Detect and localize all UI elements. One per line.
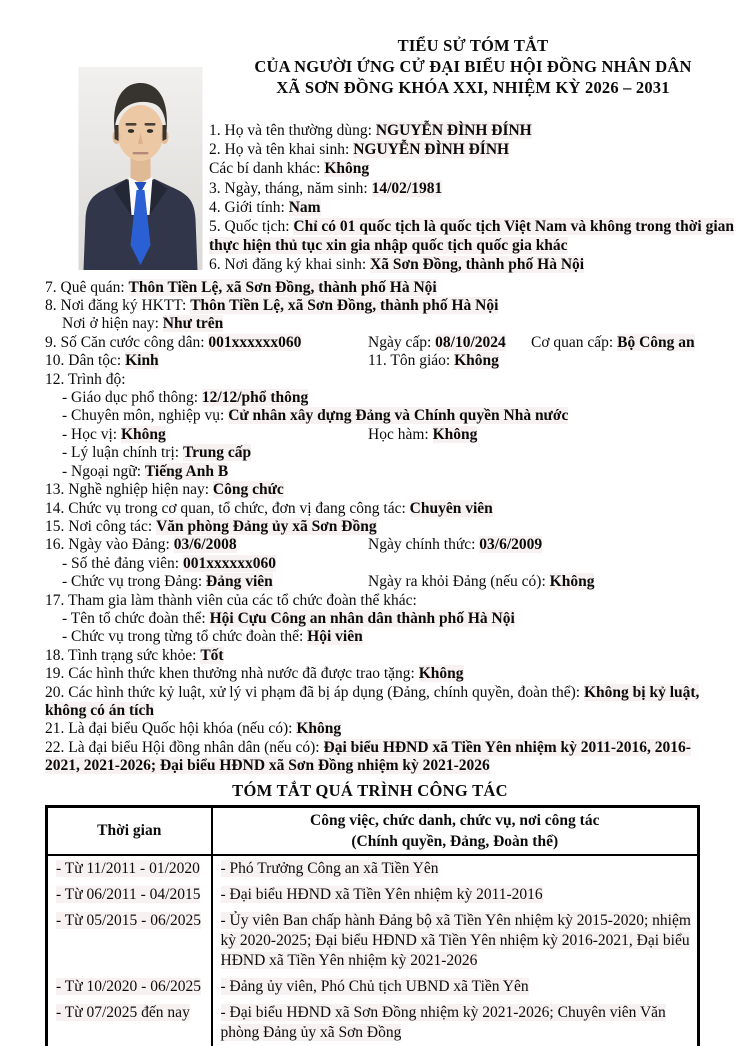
portrait-illustration <box>78 67 203 270</box>
title-line-1: TIỂU SỬ TÓM TẮT <box>397 36 549 55</box>
field-ngay-sinh <box>209 179 737 198</box>
table-header-work-line2: (Chính quyền, Đảng, Đoàn thể) <box>351 832 559 850</box>
field-value: Nam <box>288 198 321 216</box>
field-value: Đảng viên <box>206 573 273 591</box>
intro-fields <box>209 121 737 275</box>
field-label: 4. Giới tính: <box>209 198 289 216</box>
document-title <box>209 35 737 98</box>
field-label: - Ngoại ngữ: <box>62 462 145 480</box>
field-value: Văn phòng Đảng ủy xã Sơn Đồng <box>156 517 377 535</box>
field-value: Thôn Tiền Lệ, xã Sơn Đồng, thành phố Hà Nội <box>128 278 437 296</box>
field-value: Không bị kỷ luật, không có án tích <box>45 683 700 719</box>
field-chuc-vu-doan-the <box>45 628 712 646</box>
field-label: Cơ quan cấp: <box>531 333 618 351</box>
field-value: 08/10/2024 <box>435 333 506 351</box>
field-label: - Giáo dục phổ thông: <box>62 389 202 407</box>
field-co-quan-cap <box>531 334 695 352</box>
field-value: 12/12/phổ thông <box>201 389 309 407</box>
field-chuc-vu-co-quan <box>45 500 712 518</box>
field-bi-danh <box>209 159 737 178</box>
field-label: 2. Họ và tên khai sinh: <box>209 141 354 159</box>
field-ngay-ra-khoi-dang <box>368 573 594 591</box>
cell-work: - Đại biểu HĐND xã Tiền Yên nhiệm kỳ 2011-2016 <box>212 882 699 908</box>
profile-fields <box>0 275 740 776</box>
cell-work: - Phó Trưởng Công an xã Tiền Yên <box>212 855 699 882</box>
table-row <box>47 855 699 882</box>
field-label: 12. Trình độ: <box>45 370 126 388</box>
field-ho-ten-khai-sinh <box>209 140 737 159</box>
cell-time: - Từ 07/2025 đến nay <box>56 1003 190 1021</box>
field-label: Học hàm: <box>368 425 433 443</box>
field-value: 14/02/1981 <box>371 179 443 197</box>
field-dai-bieu-quoc-hoi <box>45 720 712 738</box>
field-value: Tốt <box>200 646 224 664</box>
field-ngoai-ngu <box>45 463 712 481</box>
table-header-time: Thời gian <box>47 806 212 855</box>
field-giao-duc-pho-thong <box>45 389 712 407</box>
field-label: 7. Quê quán: <box>45 278 129 296</box>
field-dan-toc <box>45 352 712 370</box>
field-value: Không <box>454 352 499 370</box>
cell-work: - Ủy viên Ban chấp hành Đảng bộ xã Tiền Yên nhiệm kỳ 2015-2020; nhiệm kỳ 2020-2025; Đại biểu HĐND xã Tiền Yên nhiệm kỳ 2016-2021, Đại biểu HĐND xã Tiền Yên nhiệm kỳ 2021-2026 <box>212 908 699 974</box>
field-value: Xã Sơn Đồng, thành phố Hà Nội <box>370 256 585 274</box>
table-header-work-line1: Công việc, chức danh, chức vụ, nơi công tác <box>310 811 600 829</box>
field-hoc-vi <box>45 426 712 444</box>
field-label: - Số thẻ đảng viên: <box>62 554 183 572</box>
field-label: 10. Dân tộc: <box>45 352 126 370</box>
field-value: 001xxxxxx060 <box>182 554 276 572</box>
field-label: 20. Các hình thức kỷ luật, xử lý vi phạm đã bị áp dụng (Đảng, chính quyền, đoàn thể): <box>45 683 584 701</box>
field-value: 001xxxxxx060 <box>208 333 302 351</box>
field-label: 21. Là đại biểu Quốc hội khóa (nếu có): <box>45 720 297 738</box>
title-line-3: XÃ SƠN ĐỒNG KHÓA XXI, NHIỆM KỲ 2026 – 2031 <box>276 78 670 97</box>
field-chuyen-mon <box>45 407 712 425</box>
field-label: 11. Tôn giáo: <box>368 352 455 370</box>
field-value: Không <box>549 573 595 591</box>
field-chuc-vu-trong-dang <box>45 573 712 591</box>
table-row <box>47 882 699 908</box>
field-value: NGUYỄN ĐÌNH ĐÍNH <box>375 122 532 139</box>
field-gioi-tinh <box>209 198 737 217</box>
table-row <box>47 974 699 1000</box>
field-label: 13. Nghề nghiệp hiện nay: <box>45 481 213 499</box>
field-value: 03/6/2009 <box>479 536 543 554</box>
field-dai-bieu-hdnd <box>45 739 712 776</box>
field-hktt <box>45 297 712 315</box>
table-header-work <box>212 806 699 855</box>
field-value: Chỉ có 01 quốc tịch là quốc tịch Việt Nam và không trong thời gian thực hiện thủ tục xin gia nhập quốc tịch quốc gia khác <box>209 218 734 255</box>
field-label: 15. Nơi công tác: <box>45 517 157 535</box>
field-label: Ngày ra khỏi Đảng (nếu có): <box>368 573 550 591</box>
field-value: Đại biểu HĐND xã Tiền Yên nhiệm kỳ 2011-2016, 2016-2021, 2021-2026; Đại biểu HĐND xã Sơn Đồng nhiệm kỳ 2021-2026 <box>45 738 691 775</box>
field-label: - Học vị: <box>62 425 121 443</box>
field-nghe-nghiep <box>45 481 712 499</box>
field-value: Không <box>324 160 370 178</box>
field-label: 22. Là đại biểu Hội đồng nhân dân (nếu có): <box>45 738 324 756</box>
field-value: Tiếng Anh B <box>144 462 229 480</box>
field-noi-cong-tac <box>45 518 712 536</box>
field-value: Không <box>296 720 342 738</box>
field-trinh-do <box>45 371 712 389</box>
field-khen-thuong <box>45 665 712 683</box>
field-ton-giao <box>368 352 499 370</box>
field-ngay-vao-dang <box>45 536 712 554</box>
field-value: Công chức <box>212 481 284 499</box>
title-line-2: CỦA NGƯỜI ỨNG CỬ ĐẠI BIỂU HỘI ĐỒNG NHÂN DÂN <box>254 57 692 76</box>
cell-time: - Từ 11/2011 - 01/2020 <box>56 859 200 877</box>
field-value: Không <box>418 665 464 683</box>
field-ly-luan-chinh-tri <box>45 444 712 462</box>
cell-time: - Từ 05/2015 - 06/2025 <box>56 911 202 929</box>
cell-work: - Đại biểu HĐND xã Sơn Đồng nhiệm kỳ 2021-2026; Chuyên viên Văn phòng Đảng ủy xã Sơn Đồng <box>212 1000 699 1046</box>
field-noi-o-hien-nay <box>45 315 712 333</box>
field-value: Hội Cựu Công an nhân dân thành phố Hà Nội <box>209 609 515 627</box>
field-label: 14. Chức vụ trong cơ quan, tổ chức, đơn vị đang công tác: <box>45 499 410 517</box>
candidate-photo <box>78 67 203 270</box>
field-value: Không <box>120 425 166 443</box>
field-value: 03/6/2008 <box>173 536 237 554</box>
field-label: 3. Ngày, tháng, năm sinh: <box>209 179 372 197</box>
field-label: 17. Tham gia làm thành viên của các tổ chức đoàn thể khác: <box>45 591 417 609</box>
field-label: 16. Ngày vào Đảng: <box>45 536 174 554</box>
field-noi-khai-sinh <box>209 255 737 274</box>
field-ten-to-chuc <box>45 610 712 628</box>
field-label: 9. Số Căn cước công dân: <box>45 333 209 351</box>
field-label: Ngày cấp: <box>368 333 436 351</box>
field-label: - Tên tổ chức đoàn thể: <box>62 609 210 627</box>
cell-time: - Từ 10/2020 - 06/2025 <box>56 977 202 995</box>
field-label: - Chuyên môn, nghiệp vụ: <box>62 407 229 425</box>
table-row <box>47 908 699 974</box>
field-value: Không <box>432 425 478 443</box>
work-history-table <box>45 805 700 1046</box>
field-que-quan <box>45 279 712 297</box>
field-ky-luat <box>45 684 712 721</box>
table-header-row <box>47 806 699 855</box>
work-history-title: TÓM TẮT QUÁ TRÌNH CÔNG TÁC <box>232 780 508 800</box>
field-label: - Chức vụ trong Đảng: <box>62 573 207 591</box>
field-label: 1. Họ và tên thường dùng: <box>209 122 376 139</box>
field-value: Bộ Công an <box>617 333 695 351</box>
field-value: Kinh <box>125 352 159 370</box>
field-label: - Chức vụ trong từng tổ chức đoàn thể: <box>62 628 308 646</box>
field-ngay-chinh-thuc <box>368 536 542 554</box>
cell-time: - Từ 06/2011 - 04/2015 <box>56 885 201 903</box>
field-label: Ngày chính thức: <box>368 536 480 554</box>
field-value: Trung cấp <box>182 444 252 462</box>
field-value: NGUYỄN ĐÌNH ĐÍNH <box>353 141 510 159</box>
field-label: 8. Nơi đăng ký HKTT: <box>45 297 191 315</box>
field-label: 19. Các hình thức khen thưởng nhà nước đã được trao tặng: <box>45 665 419 683</box>
field-label: Các bí danh khác: <box>209 160 325 178</box>
field-label: Nơi ở hiện nay: <box>62 315 163 333</box>
field-value: Thôn Tiền Lệ, xã Sơn Đồng, thành phố Hà Nội <box>190 297 499 315</box>
field-value: Chuyên viên <box>409 499 493 517</box>
field-label: 5. Quốc tịch: <box>209 218 294 236</box>
field-label: 18. Tình trạng sức khỏe: <box>45 646 201 664</box>
cell-work: - Đảng ủy viên, Phó Chủ tịch UBND xã Tiền Yên <box>212 974 699 1000</box>
field-ngay-cap <box>368 334 506 352</box>
field-label: - Lý luận chính trị: <box>62 444 183 462</box>
field-ho-ten-thuong-dung <box>209 121 737 140</box>
field-hoc-ham <box>368 426 477 444</box>
field-quoc-tich <box>209 217 737 255</box>
field-value: Như trên <box>162 315 224 333</box>
field-suc-khoe <box>45 647 712 665</box>
field-value: Cử nhân xây dựng Đảng và Chính quyền Nhà nước <box>228 407 569 425</box>
field-label: 6. Nơi đăng ký khai sinh: <box>209 256 371 274</box>
table-row <box>47 1000 699 1046</box>
field-so-the-dang-vien <box>45 555 712 573</box>
field-doan-the <box>45 592 712 610</box>
field-value: Hội viên <box>307 628 363 646</box>
field-can-cuoc <box>45 334 712 352</box>
